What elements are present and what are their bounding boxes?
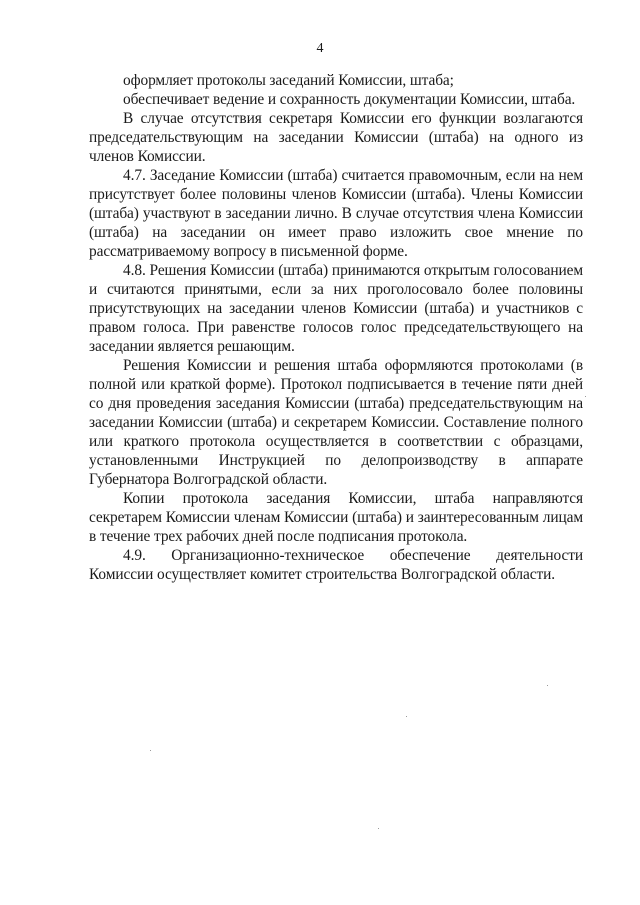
document-body [89, 71, 583, 584]
scan-speck [585, 396, 586, 397]
scan-speck [150, 750, 151, 751]
scan-speck [406, 716, 407, 717]
scan-speck [378, 828, 379, 829]
paragraph-protocols: оформляет протоколы заседаний Комиссии, штаба; [123, 72, 454, 89]
paragraph-4-9-support: 4.9. Организационно-техническое обеспечение деятельности Комиссии осуществляет комитет строительства Волгоградской области. [89, 547, 583, 583]
paragraph-secretary-absence: В случае отсутствия секретаря Комиссии его функции возлагаются председательствующим на заседании Комиссии (штаба) на одного из членов Комиссии. [89, 110, 583, 165]
paragraph-protocol-copies: Копии протокола заседания Комиссии, штаба направляются секретарем Комиссии членам Комиссии (штаба) и заинтересованным лицам в течение трех рабочих дней после подписания протокола. [89, 490, 583, 545]
paragraph-protocol-format: Решения Комиссии и решения штаба оформляются протоколами (в полной или краткой форме). Протокол подписывается в течение пяти дней со дня проведения заседания Комиссии (штаба) председательствующим на заседании Комиссии (штаба) и секретарем Комиссии. Составление полного или краткого протокола осуществляется в соответствии с образцами, установленными Инструкцией по делопроизводству в аппарате Губернатора Волгоградской области. [89, 357, 583, 488]
scan-speck [547, 685, 548, 686]
paragraph-4-8-decisions: 4.8. Решения Комиссии (штаба) принимаются открытым голосованием и считаются принятыми, если за них проголосовало более половины присутствующих на заседании членов Комиссии (штаба) и участников с правом голоса. При равенстве голосов голос председательствующего на заседании является решающим. [89, 262, 583, 355]
page-number: 4 [316, 41, 324, 56]
paragraph-4-7-quorum: 4.7. Заседание Комиссии (штаба) считается правомочным, если на нем присутствует более половины членов Комиссии (штаба). Члены Комиссии (штаба) участвуют в заседании лично. В случае отсутствия члена Комиссии (штаба) на заседании он имеет право изложить свое мнение по рассматриваемому вопросу в письменной форме. [89, 167, 583, 260]
paragraph-documentation: обеспечивает ведение и сохранность документации Комиссии, штаба. [123, 91, 576, 108]
